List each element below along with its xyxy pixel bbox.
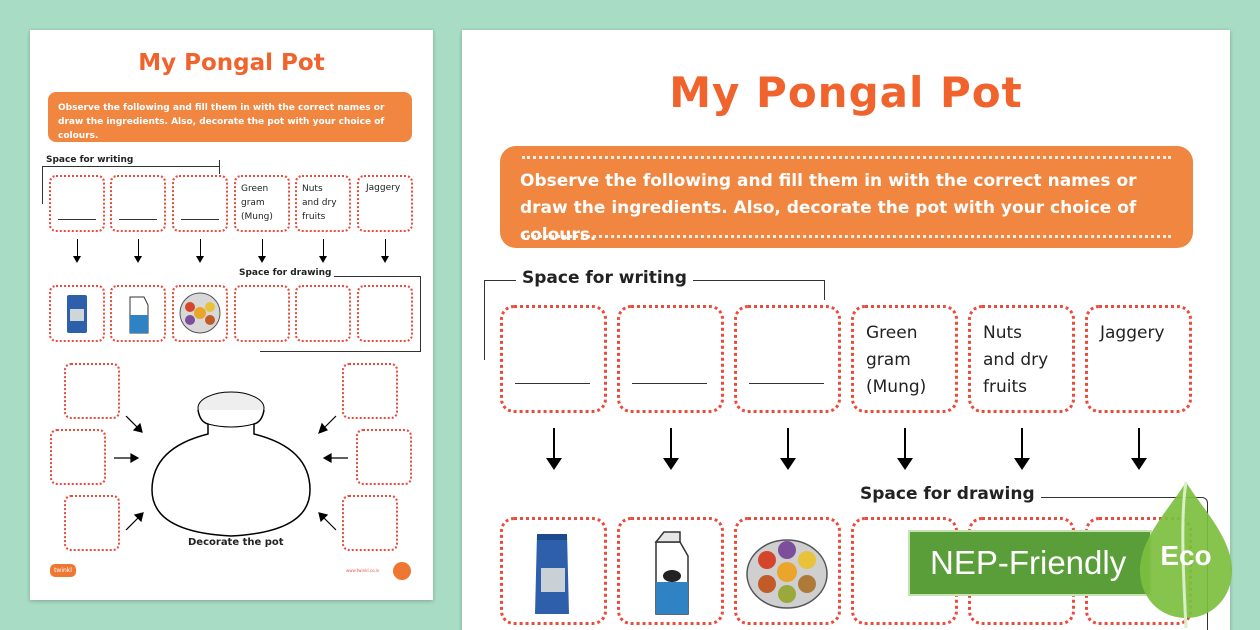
worksheet-thumbnail — [30, 30, 433, 600]
arrow-down-icon — [787, 428, 789, 460]
green-gram-box: Green gram (Mung) — [234, 175, 290, 232]
writing-box-2[interactable] — [617, 305, 724, 413]
thumbnail-writing-label: Space for writing — [46, 155, 136, 165]
arrow-down-icon — [200, 239, 201, 257]
writing-box-3[interactable] — [734, 305, 841, 413]
arrow-down-icon — [1021, 428, 1023, 460]
pongal-pot-drawing[interactable] — [30, 360, 433, 560]
rice-picture — [49, 285, 105, 342]
arrow-down-icon — [262, 239, 263, 257]
spices-picture — [734, 517, 841, 625]
arrow-down-icon — [670, 428, 672, 460]
drawing-label: Space for drawing — [854, 484, 1041, 504]
nuts-box: Nuts and dry fruits — [968, 305, 1075, 413]
spices-picture — [172, 285, 228, 342]
drawing-box-1[interactable] — [234, 285, 290, 342]
decorate-caption: Decorate the pot — [188, 537, 284, 548]
eco-label: Eco — [1160, 540, 1212, 571]
arrow-down-icon — [323, 239, 324, 257]
footer-badge-icon — [393, 562, 411, 580]
thumbnail-title: My Pongal Pot — [138, 50, 325, 76]
arrow-down-icon — [1138, 428, 1140, 460]
drawing-box-3[interactable] — [357, 285, 413, 342]
nep-friendly-badge: NEP-Friendly — [908, 530, 1152, 596]
instructions-banner: Observe the following and fill them in with the correct names or draw the ingredients. Also, decorate the pot with your choice of colours. — [500, 146, 1193, 248]
footer-url: www.twinkl.co.in — [346, 568, 380, 573]
writing-label: Space for writing — [516, 268, 693, 288]
arrow-down-icon — [385, 239, 386, 257]
milk-carton-icon — [620, 520, 721, 622]
jaggery-box: Jaggery — [357, 175, 413, 232]
writing-box-1[interactable] — [49, 175, 105, 232]
milk-picture — [617, 517, 724, 625]
writing-box-3[interactable] — [172, 175, 228, 232]
nuts-box: Nuts and dry fruits — [295, 175, 351, 232]
jaggery-box: Jaggery — [1085, 305, 1192, 413]
drawing-box-2[interactable] — [295, 285, 351, 342]
spice-box-icon — [737, 520, 838, 622]
spice-box-icon — [174, 287, 226, 340]
milk-carton-icon — [112, 287, 164, 340]
writing-box-2[interactable] — [110, 175, 166, 232]
arrow-down-icon — [904, 428, 906, 460]
rice-bag-icon — [503, 520, 604, 622]
thumbnail-drawing-label: Space for drawing — [236, 268, 334, 278]
twinkl-logo: twinkl — [50, 564, 76, 577]
arrow-down-icon — [77, 239, 78, 257]
milk-picture — [110, 285, 166, 342]
arrow-down-icon — [138, 239, 139, 257]
writing-box-1[interactable] — [500, 305, 607, 413]
eco-leaf-badge — [1132, 478, 1240, 630]
arrow-down-icon — [553, 428, 555, 460]
green-gram-box: Green gram (Mung) — [851, 305, 958, 413]
page-title: My Pongal Pot — [669, 68, 1023, 117]
rice-bag-icon — [51, 287, 103, 340]
thumbnail-instructions: Observe the following and fill them in with the correct names or draw the ingredients. Also, decorate the pot with your choice of colours. — [48, 92, 412, 142]
rice-picture — [500, 517, 607, 625]
